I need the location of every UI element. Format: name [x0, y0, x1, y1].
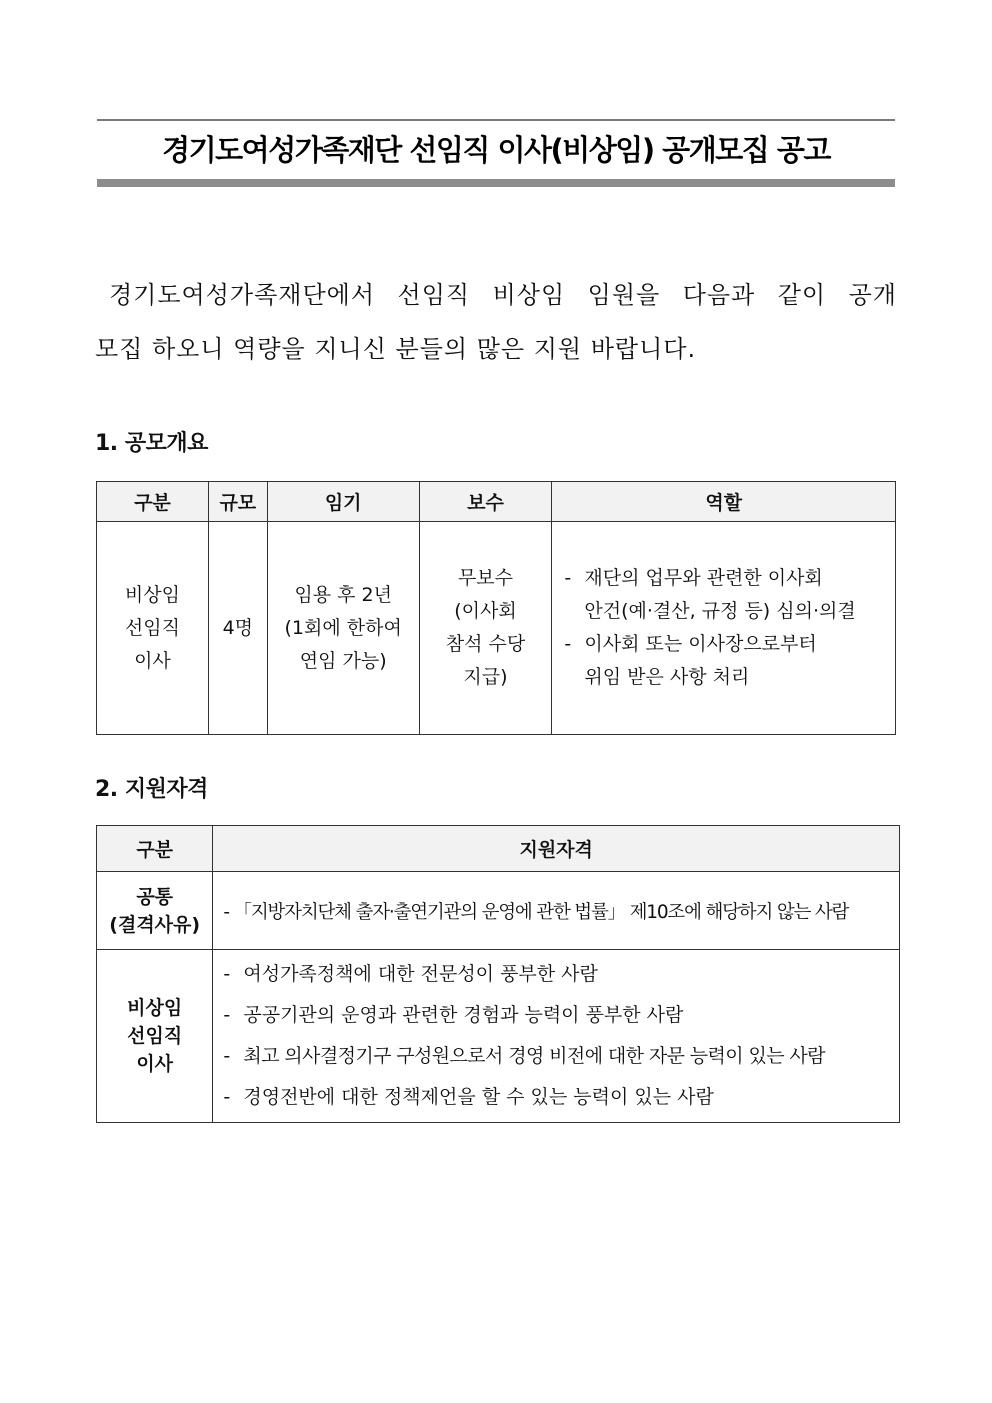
qualification-text: 공공기관의 운영과 관련한 경험과 능력이 풍부한 사람: [243, 1004, 684, 1026]
overview-table: [96, 481, 896, 735]
qualification-text: 경영전반에 대한 정책제언을 할 수 있는 능력이 있는 사람: [243, 1086, 714, 1108]
qualification-text: 여성가족정책에 대한 전문성이 풍부한 사람: [243, 963, 598, 985]
cell-pay: [419, 522, 552, 735]
qualification-table: [96, 825, 900, 1123]
qualification-dash: -: [223, 1086, 231, 1108]
cell-common-disqualification: - 「지방자치단체 출자·출연기관의 운영에 관한 법률」 제10조에 해당하지 않는 사람: [213, 872, 900, 950]
role-line: 이사회 또는 이사장으로부터: [584, 633, 817, 655]
col-header-size: 규모: [208, 482, 267, 522]
overview-header-row: [97, 482, 896, 522]
cell-director-qualifications: [213, 950, 900, 1123]
category-line: 이사: [136, 1053, 174, 1075]
qualification-item: [223, 995, 899, 1036]
qualification-dash: -: [223, 1045, 231, 1067]
category-line: 공통: [136, 885, 174, 908]
col-header-term: 임기: [267, 482, 419, 522]
role-dash: -: [564, 633, 572, 655]
pay-line: 참석 수당: [445, 633, 526, 655]
qualification-dash: -: [223, 1004, 231, 1026]
section-1-heading: 1. 공모개요: [95, 431, 208, 456]
qualification-text: 최고 의사결정기구 구성원으로서 경영 비전에 대한 자문 능력이 있는 사람: [243, 1045, 825, 1067]
col-header-qualification: 지원자격: [213, 826, 900, 872]
intro-paragraph: [95, 268, 897, 376]
cell-role: [552, 522, 896, 735]
role-item: [564, 562, 895, 628]
role-line: 안건(예·결산, 규정 등) 심의·의결: [584, 600, 856, 622]
role-line: 재단의 업무와 관련한 이사회: [584, 567, 823, 589]
category-line: 비상임: [127, 997, 183, 1019]
pay-line: 무보수: [457, 567, 514, 589]
role-text: [584, 562, 855, 628]
col-header-category: 구분: [97, 826, 213, 872]
term-line: 연임 가능): [299, 649, 387, 672]
pay-line: 지급): [463, 666, 508, 688]
cell-category-common: [97, 872, 213, 950]
role-item: [564, 628, 895, 694]
qualification-dash: -: [223, 963, 231, 985]
overview-row: [97, 522, 896, 735]
role-line: 위임 받은 사항 처리: [584, 666, 750, 688]
cell-category: [97, 522, 209, 735]
title-block: [97, 119, 895, 187]
term-line: (1회에 한하여: [284, 616, 402, 639]
page-title: 경기도여성가족재단 선임직 이사(비상임) 공개모집 공고: [162, 133, 830, 167]
col-header-category: 구분: [97, 482, 209, 522]
qualification-item: [223, 1036, 899, 1077]
qualification-item: [223, 954, 899, 995]
cell-term: [267, 522, 419, 735]
category-line: 선임직: [124, 616, 180, 639]
role-text: [584, 628, 816, 694]
col-header-pay: 보수: [419, 482, 552, 522]
intro-line-2: 모집 하오니 역량을 지니신 분들의 많은 지원 바랍니다.: [95, 335, 697, 363]
qualification-row-director: [97, 950, 900, 1123]
qualification-item: [223, 1077, 899, 1118]
category-line: (결격사유): [109, 913, 201, 936]
category-line: 비상임: [124, 583, 180, 606]
qualification-row-common: [97, 872, 900, 950]
pay-line: (이사회: [454, 600, 517, 622]
col-header-role: 역할: [552, 482, 896, 522]
category-line: 선임직: [127, 1025, 183, 1047]
cell-category-director: [97, 950, 213, 1123]
qualification-header-row: [97, 826, 900, 872]
intro-line-1: 경기도여성가족재단에서 선임직 비상임 임원을 다음과 같이 공개: [109, 281, 897, 309]
category-line: 이사: [134, 649, 171, 672]
cell-size: 4명: [208, 522, 267, 735]
role-dash: -: [564, 567, 572, 589]
title-bottom-rule: [97, 179, 895, 187]
term-line: 임용 후 2년: [294, 583, 392, 606]
section-2-heading: 2. 지원자격: [95, 777, 208, 802]
